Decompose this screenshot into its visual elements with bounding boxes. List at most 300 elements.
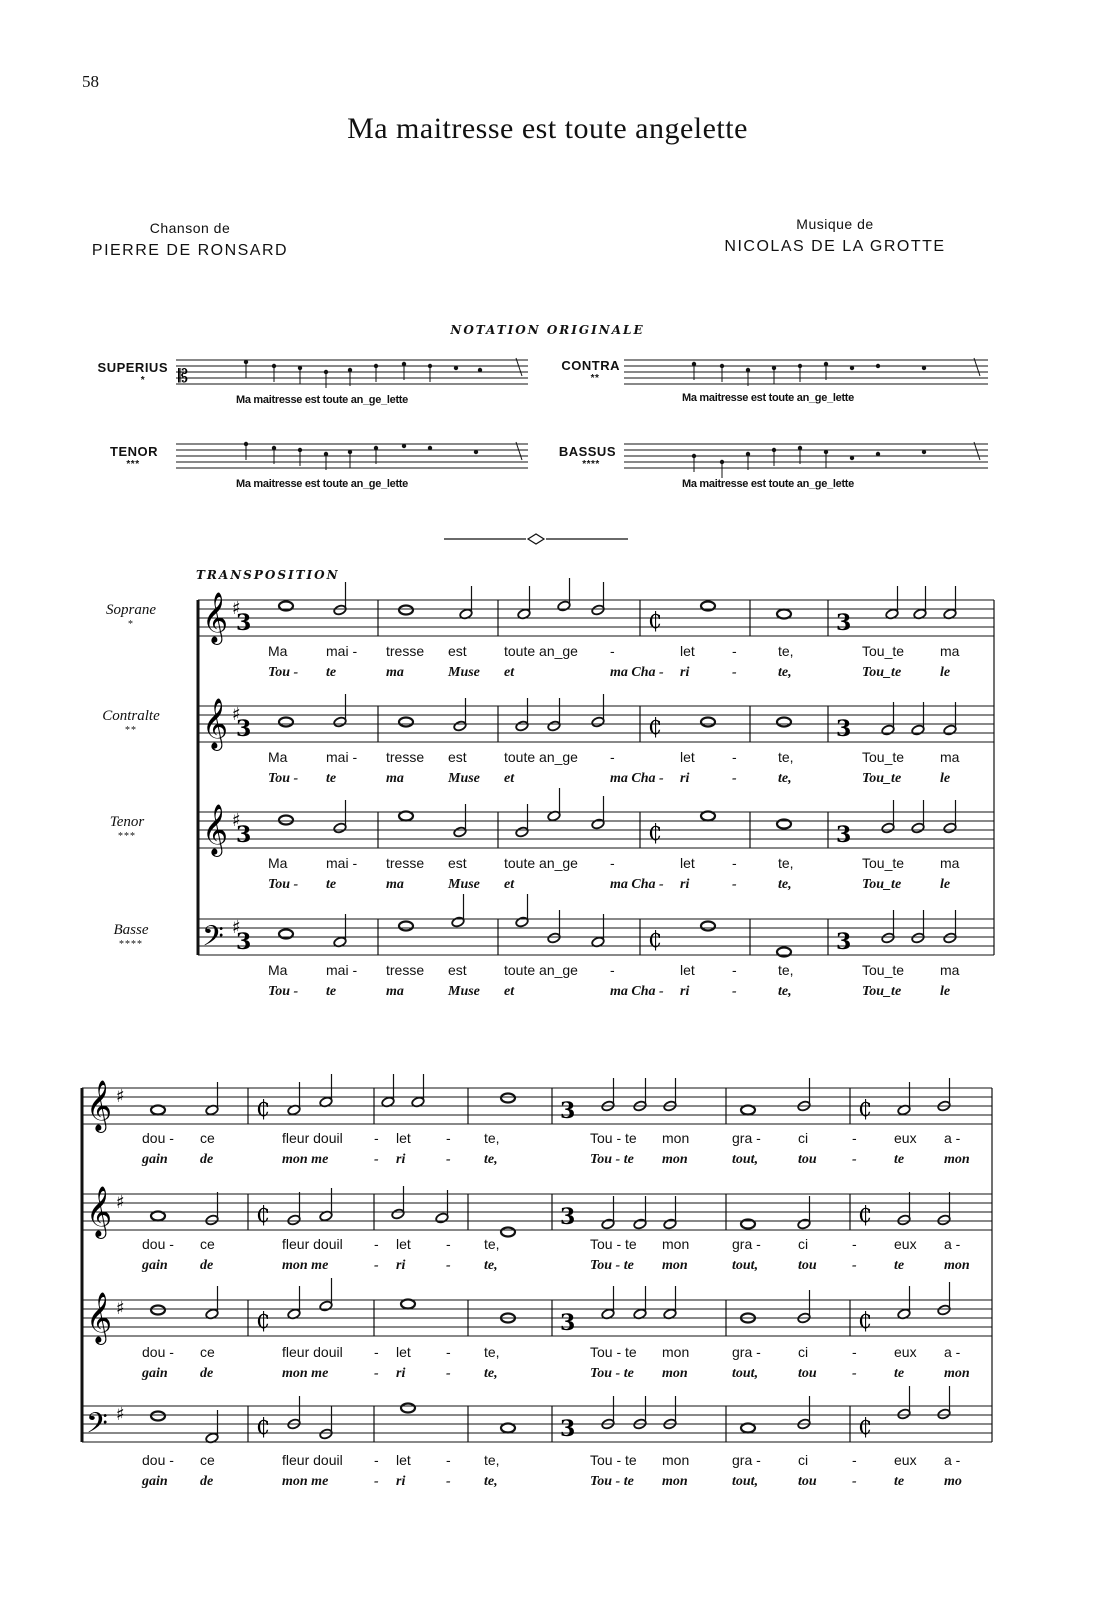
verse2-syllable: Tou - te xyxy=(590,1474,634,1489)
half-note xyxy=(319,1406,333,1440)
basse-stars: **** xyxy=(119,939,143,950)
half-note xyxy=(897,1082,911,1116)
whole-note xyxy=(151,1306,165,1315)
time-signature-3: 3 xyxy=(560,1204,576,1230)
verse1-syllable: tresse xyxy=(386,962,425,978)
verse1-syllable: ce xyxy=(200,1236,215,1252)
verse2-syllable: - xyxy=(732,665,737,680)
verse2-syllable: Tou - xyxy=(268,665,299,680)
whole-note xyxy=(399,922,413,931)
verse2-syllable: ma Cha - xyxy=(610,877,664,892)
half-note xyxy=(381,1074,395,1108)
page-title: Ma maitresse est toute angelette xyxy=(347,112,748,145)
verse2-syllable: gain xyxy=(142,1258,168,1273)
verse1-syllable: Tou_te xyxy=(862,962,905,978)
half-note xyxy=(663,1286,677,1320)
verse2-syllable: - xyxy=(852,1474,857,1489)
treble-clef-icon: 𝄞 xyxy=(86,1080,113,1131)
verse1-syllable: dou - xyxy=(142,1130,174,1146)
verse1-syllable: ci xyxy=(798,1452,809,1468)
staff-4 xyxy=(82,1404,992,1447)
whole-note xyxy=(777,718,791,727)
verse1-syllable: - xyxy=(446,1130,451,1146)
verse2-syllable: te, xyxy=(484,1152,498,1167)
verse2-syllable: mon me xyxy=(282,1152,329,1167)
whole-note xyxy=(279,718,293,727)
bassus-incipit-lyric: Ma maitresse est toute an_ge_lette xyxy=(682,478,854,490)
verse1-syllable: gra - xyxy=(732,1452,761,1468)
time-signature-3: 3 xyxy=(236,610,252,636)
verse1-syllable: mon xyxy=(662,1130,690,1146)
bassus-stars: **** xyxy=(582,459,600,470)
time-signature-3: 3 xyxy=(836,716,852,742)
verse2-syllable: te, xyxy=(778,877,792,892)
cut-time-icon: ₵ xyxy=(256,1415,270,1440)
whole-note xyxy=(401,1300,415,1309)
half-note xyxy=(287,1286,301,1320)
verse1-syllable: te, xyxy=(484,1130,500,1146)
verse1-syllable: dou - xyxy=(142,1236,174,1252)
verse1-syllable: - xyxy=(732,643,737,659)
tenor-original-name: TENOR xyxy=(110,444,158,459)
verse2-syllable: - xyxy=(732,771,737,786)
verse1-syllable: ce xyxy=(200,1130,215,1146)
verse2-syllable: mon xyxy=(662,1366,688,1381)
verse1-syllable: Tou_te xyxy=(862,749,905,765)
verse2-syllable: - xyxy=(732,984,737,999)
bassus-name: BASSUS xyxy=(558,444,616,459)
whole-note xyxy=(151,1412,165,1421)
treble-clef-icon: 𝄞 xyxy=(86,1186,113,1237)
half-note xyxy=(943,910,957,944)
verse1-syllable: gra - xyxy=(732,1236,761,1252)
superius-label xyxy=(78,360,168,386)
verse1-syllable: est xyxy=(448,962,467,978)
staff-1 xyxy=(198,592,994,645)
contra-label xyxy=(530,358,620,384)
verse2-syllable: te xyxy=(894,1152,905,1167)
verse1-syllable: ma xyxy=(940,855,960,871)
treble-clef-icon: 𝄞 xyxy=(202,698,229,749)
verse2-syllable: te, xyxy=(778,771,792,786)
half-note xyxy=(943,800,957,834)
time-signature-3: 3 xyxy=(236,822,252,848)
treble-clef-icon: 𝄞 xyxy=(86,1292,113,1343)
verse2-syllable: gain xyxy=(142,1152,168,1167)
treble-clef-icon: 𝄞 xyxy=(202,804,229,855)
verse2-syllable: tou xyxy=(798,1152,817,1167)
basse-label xyxy=(76,922,186,950)
verse2-syllable: te, xyxy=(484,1258,498,1273)
verse1-syllable: let xyxy=(396,1236,411,1252)
verse2-syllable: mon me xyxy=(282,1366,329,1381)
verse1-syllable: Tou - te xyxy=(590,1344,637,1360)
verse2-syllable: mon me xyxy=(282,1474,329,1489)
half-note xyxy=(943,586,957,620)
verse1-syllable: te, xyxy=(484,1236,500,1252)
verse1-syllable: mai - xyxy=(326,643,358,659)
half-note xyxy=(797,1078,811,1112)
verse2-syllable: - xyxy=(852,1366,857,1381)
verse1-syllable: gra - xyxy=(732,1344,761,1360)
notation-heading: NOTATION ORIGINALE xyxy=(450,323,645,337)
half-note xyxy=(797,1290,811,1324)
tenor-incipit-lyric: Ma maitresse est toute an_ge_lette xyxy=(236,478,408,490)
half-note xyxy=(205,1082,219,1116)
half-note xyxy=(435,1190,449,1224)
verse1-syllable: est xyxy=(448,749,467,765)
tenor-label xyxy=(72,814,182,842)
superius-incipit-lyric: Ma maitresse est toute an_ge_lette xyxy=(236,394,408,406)
verse2-syllable: te, xyxy=(778,665,792,680)
half-note xyxy=(601,1396,615,1430)
whole-note xyxy=(777,610,791,619)
contralte-label xyxy=(76,708,186,736)
verse2-syllable: Muse xyxy=(448,665,480,680)
verse2-syllable: tou xyxy=(798,1366,817,1381)
verse2-syllable: ma xyxy=(386,877,404,892)
verse1-syllable: tresse xyxy=(386,749,425,765)
time-signature-3: 3 xyxy=(560,1310,576,1336)
verse2-syllable: - xyxy=(446,1366,451,1381)
verse1-syllable: Ma xyxy=(268,749,288,765)
cut-time-icon: ₵ xyxy=(648,715,662,740)
verse1-syllable: Ma xyxy=(268,643,288,659)
half-note xyxy=(601,1196,615,1230)
verse2-syllable: Muse xyxy=(448,877,480,892)
key-signature-sharp-icon: ♯ xyxy=(116,1298,125,1319)
verse2-syllable: ri xyxy=(680,771,690,786)
verse1-syllable: - xyxy=(852,1130,857,1146)
half-note xyxy=(633,1286,647,1320)
half-note xyxy=(663,1196,677,1230)
half-note xyxy=(591,582,605,616)
verse2-syllable: mon xyxy=(662,1258,688,1273)
whole-note xyxy=(151,1212,165,1221)
half-note xyxy=(333,582,347,616)
verse1-syllable: let xyxy=(680,643,695,659)
verse2-syllable: te xyxy=(326,771,337,786)
verse1-syllable: ma xyxy=(940,962,960,978)
verse1-syllable: gra - xyxy=(732,1130,761,1146)
verse2-syllable: te, xyxy=(484,1366,498,1381)
verse1-syllable: let xyxy=(680,962,695,978)
verse1-syllable: te, xyxy=(484,1452,500,1468)
staff-3 xyxy=(198,804,994,857)
verse2-syllable: ri xyxy=(680,877,690,892)
verse1-syllable: Tou - te xyxy=(590,1130,637,1146)
verse2-syllable: Muse xyxy=(448,984,480,999)
verse1-syllable: te, xyxy=(778,749,794,765)
half-note xyxy=(881,800,895,834)
verse1-syllable: tresse xyxy=(386,643,425,659)
composer-label: Musique de xyxy=(796,216,874,232)
verse2-syllable: et xyxy=(504,877,515,892)
key-signature-sharp-icon: ♯ xyxy=(116,1192,125,1213)
verse2-syllable: et xyxy=(504,984,515,999)
half-note xyxy=(911,800,925,834)
tenor-original-stars: *** xyxy=(126,459,140,470)
verse2-syllable: tout, xyxy=(732,1258,759,1273)
verse1-syllable: let xyxy=(680,855,695,871)
verse2-syllable: ma xyxy=(386,665,404,680)
verse2-syllable: te xyxy=(894,1474,905,1489)
verse1-syllable: a - xyxy=(944,1344,961,1360)
verse2-syllable: ma xyxy=(386,984,404,999)
verse1-syllable: ce xyxy=(200,1344,215,1360)
contra-name: CONTRA xyxy=(561,358,620,373)
bass-clef-icon: 𝄢 xyxy=(86,1407,108,1447)
half-note xyxy=(319,1074,333,1108)
whole-note xyxy=(741,1424,755,1433)
verse2-syllable: Tou - te xyxy=(590,1152,634,1167)
verse1-syllable: fleur douil xyxy=(282,1452,343,1468)
half-note xyxy=(663,1078,677,1112)
half-note xyxy=(591,796,605,830)
superius-name: SUPERIUS xyxy=(97,360,168,375)
whole-note xyxy=(399,812,413,821)
staff-1 xyxy=(82,1080,992,1133)
contra-incipit-lyric: Ma maitresse est toute an_ge_lette xyxy=(682,392,854,404)
verse1-syllable: te, xyxy=(778,962,794,978)
verse2-syllable: - xyxy=(446,1258,451,1273)
verse2-syllable: mon xyxy=(662,1474,688,1489)
whole-note xyxy=(279,816,293,825)
verse2-syllable: tou xyxy=(798,1258,817,1273)
staff-3 xyxy=(82,1292,992,1345)
verse1-syllable: let xyxy=(396,1130,411,1146)
time-signature-3: 3 xyxy=(836,929,852,955)
verse1-syllable: te, xyxy=(778,643,794,659)
verse2-syllable: ma Cha - xyxy=(610,984,664,999)
half-note xyxy=(547,788,561,822)
verse1-syllable: - xyxy=(446,1344,451,1360)
time-signature-3: 3 xyxy=(560,1416,576,1442)
half-note xyxy=(633,1196,647,1230)
verse1-syllable: ci xyxy=(798,1236,809,1252)
verse1-syllable: eux xyxy=(894,1452,917,1468)
cut-time-icon: ₵ xyxy=(648,821,662,846)
half-note xyxy=(451,894,465,928)
verse2-syllable: et xyxy=(504,665,515,680)
verse1-syllable: toute an_ge xyxy=(504,962,578,978)
verse1-syllable: Tou - te xyxy=(590,1236,637,1252)
key-signature-sharp-icon: ♯ xyxy=(232,704,241,725)
verse2-syllable: tout, xyxy=(732,1152,759,1167)
half-note xyxy=(601,1078,615,1112)
verse2-syllable: te xyxy=(326,984,337,999)
verse2-syllable: Tou_te xyxy=(862,984,902,999)
half-note xyxy=(557,578,571,612)
verse1-syllable: eux xyxy=(894,1236,917,1252)
verse2-syllable: ri xyxy=(680,665,690,680)
verse1-syllable: - xyxy=(446,1236,451,1252)
verse2-syllable: Tou_te xyxy=(862,877,902,892)
verse2-syllable: ma Cha - xyxy=(610,665,664,680)
half-note xyxy=(333,800,347,834)
verse2-syllable: - xyxy=(374,1152,379,1167)
key-signature-sharp-icon: ♯ xyxy=(116,1404,125,1425)
staff-2 xyxy=(198,698,994,751)
half-note xyxy=(937,1078,951,1112)
verse1-syllable: a - xyxy=(944,1130,961,1146)
verse2-syllable: ri xyxy=(396,1474,406,1489)
verse1-syllable: dou - xyxy=(142,1452,174,1468)
verse1-syllable: - xyxy=(610,855,615,871)
verse1-syllable: ce xyxy=(200,1452,215,1468)
verse1-syllable: Tou_te xyxy=(862,643,905,659)
whole-note xyxy=(701,812,715,821)
verse2-syllable: - xyxy=(852,1152,857,1167)
verse1-syllable: fleur douil xyxy=(282,1344,343,1360)
section-divider-ornament xyxy=(444,532,628,546)
verse1-syllable: - xyxy=(852,1236,857,1252)
verse2-syllable: te, xyxy=(484,1474,498,1489)
verse2-syllable: te, xyxy=(778,984,792,999)
verse1-syllable: let xyxy=(680,749,695,765)
verse1-syllable: ma xyxy=(940,749,960,765)
half-note xyxy=(601,1286,615,1320)
verse1-syllable: fleur douil xyxy=(282,1236,343,1252)
svg-text:𝄡: 𝄡 xyxy=(178,366,189,387)
verse2-syllable: te xyxy=(894,1258,905,1273)
half-note xyxy=(633,1396,647,1430)
verse1-syllable: - xyxy=(732,962,737,978)
verse1-syllable: Tou - te xyxy=(590,1452,637,1468)
half-note xyxy=(287,1396,301,1430)
verse2-syllable: Tou - te xyxy=(590,1366,634,1381)
half-note xyxy=(911,910,925,944)
key-signature-sharp-icon: ♯ xyxy=(232,917,241,938)
whole-note xyxy=(701,718,715,727)
time-signature-3: 3 xyxy=(836,610,852,636)
cut-time-icon: ₵ xyxy=(256,1309,270,1334)
verse2-syllable: - xyxy=(374,1366,379,1381)
verse2-syllable: le xyxy=(940,877,951,892)
verse1-syllable: let xyxy=(396,1344,411,1360)
verse1-syllable: - xyxy=(732,855,737,871)
verse2-syllable: de xyxy=(200,1258,214,1273)
superius-stars: * xyxy=(140,375,146,386)
verse2-syllable: te xyxy=(894,1366,905,1381)
cut-time-icon: ₵ xyxy=(858,1203,872,1228)
cut-time-icon: ₵ xyxy=(256,1203,270,1228)
verse2-syllable: - xyxy=(374,1474,379,1489)
verse2-syllable: - xyxy=(732,877,737,892)
verse1-syllable: - xyxy=(610,749,615,765)
verse2-syllable: - xyxy=(446,1474,451,1489)
verse2-syllable: - xyxy=(374,1258,379,1273)
verse1-syllable: - xyxy=(610,643,615,659)
half-note xyxy=(319,1278,333,1312)
half-note xyxy=(547,910,561,944)
verse2-syllable: mon xyxy=(944,1258,970,1273)
half-note xyxy=(517,586,531,620)
verse1-syllable: - xyxy=(374,1236,379,1252)
verse1-syllable: let xyxy=(396,1452,411,1468)
score-system-2 xyxy=(78,1078,996,1448)
half-note xyxy=(411,1074,425,1108)
verse1-syllable: a - xyxy=(944,1452,961,1468)
verse2-syllable: Tou - xyxy=(268,984,299,999)
verse1-syllable: toute an_ge xyxy=(504,855,578,871)
bass-clef-icon: 𝄢 xyxy=(202,920,224,960)
bassus-label xyxy=(526,444,616,470)
treble-clef-icon: 𝄞 xyxy=(202,592,229,643)
lyricist-credit xyxy=(60,220,320,260)
half-note xyxy=(885,586,899,620)
time-signature-3: 3 xyxy=(236,929,252,955)
verse1-syllable: te, xyxy=(484,1344,500,1360)
page-number: 58 xyxy=(82,72,99,91)
verse1-syllable: est xyxy=(448,855,467,871)
half-note xyxy=(797,1396,811,1430)
whole-note xyxy=(501,1228,515,1237)
contralte-stars: ** xyxy=(125,725,137,736)
lyricist-label: Chanson de xyxy=(149,220,231,236)
half-note xyxy=(591,694,605,728)
tenor-name: Tenor xyxy=(109,814,145,830)
half-note xyxy=(663,1396,677,1430)
verse2-syllable: mon xyxy=(662,1152,688,1167)
verse1-syllable: fleur douil xyxy=(282,1130,343,1146)
verse2-syllable: le xyxy=(940,665,951,680)
verse2-syllable: le xyxy=(940,771,951,786)
verse1-syllable: est xyxy=(448,643,467,659)
verse2-syllable: Tou_te xyxy=(862,665,902,680)
bassus-incipit-staff xyxy=(624,436,994,476)
verse1-syllable: toute an_ge xyxy=(504,643,578,659)
time-signature-3: 3 xyxy=(836,822,852,848)
verse2-syllable: gain xyxy=(142,1474,168,1489)
verse2-syllable: et xyxy=(504,771,515,786)
cut-time-icon: ₵ xyxy=(648,928,662,953)
verse2-syllable: tout, xyxy=(732,1366,759,1381)
basse-name: Basse xyxy=(113,922,149,938)
half-note xyxy=(913,586,927,620)
verse2-syllable: ri xyxy=(396,1366,406,1381)
time-signature-3: 3 xyxy=(560,1098,576,1124)
verse2-syllable: mon xyxy=(944,1152,970,1167)
cut-time-icon: ₵ xyxy=(858,1309,872,1334)
verse1-syllable: mon xyxy=(662,1452,690,1468)
verse2-syllable: ma xyxy=(386,771,404,786)
verse1-syllable: - xyxy=(446,1452,451,1468)
verse2-syllable: de xyxy=(200,1474,214,1489)
verse2-syllable: Tou - xyxy=(268,771,299,786)
tenor-incipit-staff xyxy=(176,436,536,476)
verse2-syllable: ma Cha - xyxy=(610,771,664,786)
cut-time-icon: ₵ xyxy=(256,1097,270,1122)
verse1-syllable: - xyxy=(374,1452,379,1468)
half-note xyxy=(333,694,347,728)
contralte-name: Contralte xyxy=(102,708,160,724)
half-note xyxy=(287,1082,301,1116)
whole-note xyxy=(399,718,413,727)
whole-note xyxy=(501,1094,515,1103)
tenor-stars: *** xyxy=(118,831,136,842)
verse1-syllable: dou - xyxy=(142,1344,174,1360)
verse2-syllable: te xyxy=(326,877,337,892)
verse1-syllable: Ma xyxy=(268,855,288,871)
cut-time-icon: ₵ xyxy=(648,609,662,634)
soprane-label xyxy=(76,602,186,630)
verse1-syllable: Ma xyxy=(268,962,288,978)
soprane-name: Soprane xyxy=(106,602,156,618)
verse1-syllable: mai - xyxy=(326,962,358,978)
half-note xyxy=(459,586,473,620)
verse1-syllable: - xyxy=(852,1344,857,1360)
